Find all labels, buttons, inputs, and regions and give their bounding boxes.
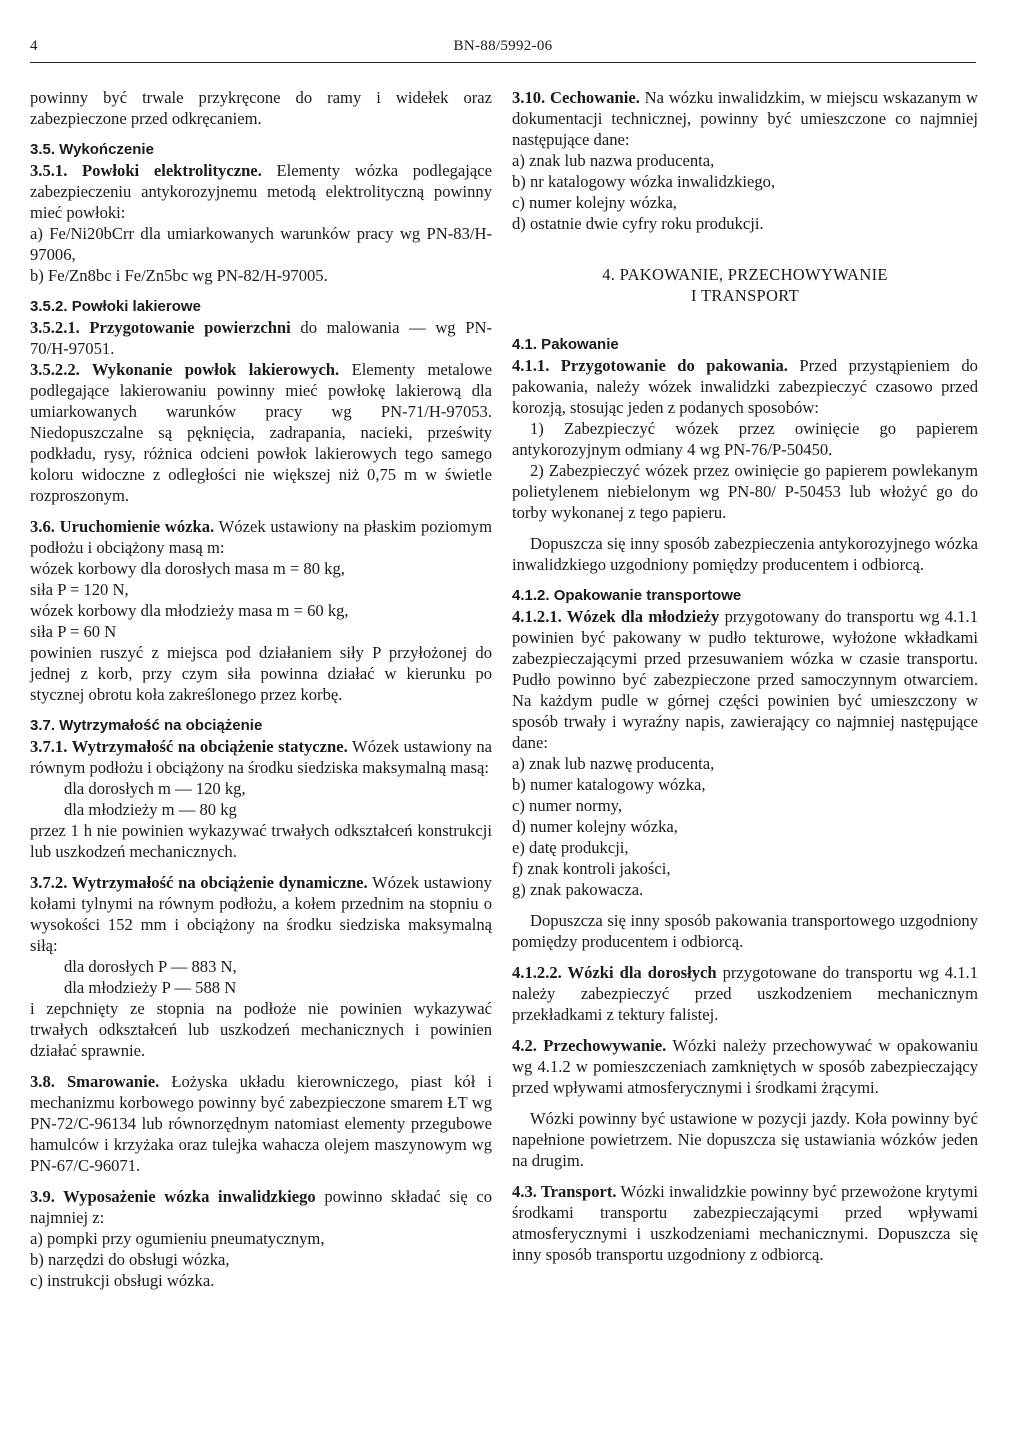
section-3-9-item-c: c) instrukcji obsługi wózka. bbox=[30, 1271, 215, 1290]
section-3-5-1-text: Elementy wózka podlegające zabezpieczeniu antykorozyjnemu metodą elektrolityczną powinny mieć powłoki: bbox=[30, 161, 492, 222]
section-3-8-text: Łożyska układu kierowniczego, piast kół i mechanizmu korbowego powinny być zabezpieczone smarem ŁT wg PN-72/C-96134 lub równorzędnym natomiast elementy przegubowe hamulców i krzyżaka oraz tulejka wahacza olejem maszynowym wg PN-67/C-96071. bbox=[30, 1072, 492, 1175]
section-4-1-2-1-item-c: c) numer normy, bbox=[512, 796, 622, 815]
section-3-7-1-text: Wózek ustawiony na równym podłożu i obciążony na środku siedziska maksymalną masą: bbox=[30, 737, 492, 777]
section-4-1-1-method-1: 1) Zabezpieczyć wózek przez owinięcie go papierem antykorozyjnym odmiany 4 wg PN-76/P-50450. bbox=[512, 419, 978, 459]
section-3-5-2-2-heading: 3.5.2.2. Wykonanie powłok lakierowych. bbox=[30, 360, 340, 379]
section-3-6-line-3: wózek korbowy dla młodzieży masa m = 60 kg, bbox=[30, 601, 349, 620]
page-number: 4 bbox=[30, 38, 38, 54]
section-3-7-2 bbox=[30, 872, 492, 1061]
section-4-1-1-heading: 4.1.1. Przygotowanie do pakowania. bbox=[512, 356, 788, 375]
section-3-7-2-line-1: dla dorosłych P — 883 N, bbox=[64, 957, 237, 976]
section-3-10-item-b: b) nr katalogowy wózka inwalidzkiego, bbox=[512, 172, 776, 191]
heading-3-5-2: 3.5.2. Powłoki lakierowe bbox=[30, 298, 201, 315]
section-4-1-1-alt: Dopuszcza się inny sposób zabezpieczenia antykorozyjnego wózka inwalidzkiego uzgodniony pomiędzy producentem i odbiorcą. bbox=[512, 534, 978, 574]
section-3-7-1-line-2: dla młodzieży m — 80 kg bbox=[64, 800, 237, 819]
section-3-5-1-item-b: b) Fe/Zn8bc i Fe/Zn5bc wg PN-82/H-97005. bbox=[30, 266, 328, 285]
section-3-5-1-item-a: a) Fe/Ni20bCrr dla umiarkowanych warunków pracy wg PN-83/H-97006, bbox=[30, 224, 492, 264]
section-3-5-1 bbox=[30, 160, 492, 286]
section-4-2 bbox=[512, 1035, 978, 1098]
left-column bbox=[30, 87, 492, 1291]
section-3-6-line-1: wózek korbowy dla dorosłych masa m = 80 kg, bbox=[30, 559, 345, 578]
heading-3-5: 3.5. Wykończenie bbox=[30, 141, 154, 158]
section-4-2-text-2: Wózki powinny być ustawione w pozycji jazdy. Koła powinny być napełnione powietrzem. Nie dopuszcza się ustawiania wózków jeden na drugim. bbox=[512, 1109, 978, 1170]
section-4-1-2-2-text: przygotowane do transportu wg 4.1.1 należy zabezpieczyć przed uszkodzeniem mechanicznym przekładkami z tektury falistej. bbox=[512, 963, 978, 1024]
section-3-8-heading: 3.8. Smarowanie. bbox=[30, 1072, 160, 1091]
section-3-10-heading: 3.10. Cechowanie. bbox=[512, 88, 640, 107]
section-4-3-text: Wózki inwalidzkie powinny być przewożone krytymi środkami transportu zabezpieczającymi przed wpływami atmosferycznymi i uszkodzeniami mechanicznymi. Dopuszcza się inny sposób transportu uzgodniony z odbiorcą. bbox=[512, 1182, 978, 1264]
section-3-6-line-2: siła P = 120 N, bbox=[30, 580, 129, 599]
section-4-1-2-1-item-d: d) numer kolejny wózka, bbox=[512, 817, 678, 836]
section-3-7-1 bbox=[30, 736, 492, 862]
section-4-1-2-1 bbox=[512, 606, 978, 753]
section-3-7-1-line-1: dla dorosłych m — 120 kg, bbox=[64, 779, 246, 798]
section-3-5-1-heading: 3.5.1. Powłoki elektrolityczne. bbox=[30, 161, 262, 180]
chapter-4-title-line-1: 4. PAKOWANIE, PRZECHOWYWANIE bbox=[602, 265, 888, 284]
section-3-6-heading: 3.6. Uruchomienie wózka. bbox=[30, 517, 215, 536]
section-4-1-2-1-text: przygotowany do transportu wg 4.1.1 powinien być pakowany w pudło tekturowe, wyłożone wkładkami zabezpieczającymi przed przesuwaniem wózka w czasie transportu. Pudło powinno być zabezpieczone przed samoczynnym otwarciem. Na każdym pudle w górnej części powinien być umieszczony w sposób trwały i wyraźny napis, zawierający co najmniej następujące dane: bbox=[512, 607, 979, 752]
section-3-6-line-4: siła P = 60 N bbox=[30, 622, 117, 641]
section-3-5-2-1 bbox=[30, 317, 492, 359]
section-4-1-1-text: Przed przystąpieniem do pakowania, należy wózek inwalidzki zabezpieczyć czasowo przed korozją, stosując jeden z podanych sposobów: bbox=[512, 356, 978, 417]
section-3-10-item-c: c) numer kolejny wózka, bbox=[512, 193, 677, 212]
section-4-2-text: Wózki należy przechowywać w opakowaniu wg 4.1.2 w pomieszczeniach zamkniętych w sposób zabezpieczający przed wpływami atmosferycznymi i środkami żrącymi. bbox=[512, 1036, 979, 1097]
section-4-1-2-1-list bbox=[512, 753, 978, 900]
section-3-9 bbox=[30, 1186, 492, 1291]
header-rule bbox=[30, 62, 976, 63]
section-4-1-2-1-item-f: f) znak kontroli jakości, bbox=[512, 859, 671, 878]
section-3-7-2-line-2: dla młodzieży P — 588 N bbox=[64, 978, 237, 997]
section-3-5-2-2 bbox=[30, 359, 492, 506]
section-4-1-1-method-2: 2) Zabezpieczyć wózek przez owinięcie go papierem powlekanym polietylenem niebielonym wg PN-80/ P-50453 lub włożyć go do torby wykonanej z tego papieru. bbox=[512, 461, 978, 522]
section-3-10-item-d: d) ostatnie dwie cyfry roku produkcji. bbox=[512, 214, 764, 233]
heading-4-1-2: 4.1.2. Opakowanie transportowe bbox=[512, 587, 742, 604]
section-4-1-2-1-item-g: g) znak pakowacza. bbox=[512, 880, 644, 899]
section-3-9-heading: 3.9. Wyposażenie wózka inwalidzkiego bbox=[30, 1187, 316, 1206]
section-3-9-item-b: b) narzędzi do obsługi wózka, bbox=[30, 1250, 230, 1269]
section-4-3 bbox=[512, 1181, 978, 1265]
section-3-6 bbox=[30, 516, 492, 705]
section-3-7-2-text: Wózek ustawiony kołami tylnymi na równym podłożu, a kołem przednim na stopniu o wysokości 152 mm i obciążony na środku siedziska maksymalną siłą: bbox=[30, 873, 492, 955]
section-3-7-2-end: i zepchnięty ze stopnia na podłoże nie powinien wykazywać trwałych odkształceń lub uszkodzeń mechanicznych i powinien działać sprawnie. bbox=[30, 999, 492, 1060]
section-3-8 bbox=[30, 1071, 492, 1176]
section-4-3-heading: 4.3. Transport. bbox=[512, 1182, 617, 1201]
section-4-1-2-1-item-b: b) numer katalogowy wózka, bbox=[512, 775, 706, 794]
section-3-7-2-heading: 3.7.2. Wytrzymałość na obciążenie dynamiczne. bbox=[30, 873, 368, 892]
heading-3-7: 3.7. Wytrzymałość na obciążenie bbox=[30, 717, 263, 734]
section-4-1-1 bbox=[512, 355, 978, 418]
heading-4-1: 4.1. Pakowanie bbox=[512, 336, 619, 353]
section-3-7-1-end: przez 1 h nie powinien wykazywać trwałych odkształceń konstrukcji lub uszkodzeń mechanicznych. bbox=[30, 821, 492, 861]
section-3-10-item-a: a) znak lub nazwa producenta, bbox=[512, 151, 715, 170]
chapter-4-title bbox=[512, 264, 978, 306]
section-3-10-text: Na wózku inwalidzkim, w miejscu wskazanym w dokumentacji technicznej, powinny być umieszczone co najmniej następujące dane: bbox=[512, 88, 978, 149]
section-4-1-2-1-item-e: e) datę produkcji, bbox=[512, 838, 629, 857]
section-4-1-2-2-heading: 4.1.2.2. Wózki dla dorosłych bbox=[512, 963, 717, 982]
section-3-5-2-2-text: Elementy metalowe podlegające lakierowaniu powinny mieć powłokę lakierową dla umiarkowanych warunków pracy wg PN-71/H-97053. Niedopuszczalne są pęknięcia, zadrapania, nacieki, prześwity podkładu, rysy, różnica odcieni powłok lakierowych tego samego koloru widoczne z odległości nie większej niż 0,75 m w świetle rozproszonym. bbox=[30, 360, 492, 505]
chapter-4-title-line-2: I TRANSPORT bbox=[691, 286, 799, 305]
page-header bbox=[30, 38, 976, 60]
section-3-9-item-a: a) pompki przy ogumieniu pneumatycznym, bbox=[30, 1229, 325, 1248]
section-3-5-2-1-heading: 3.5.2.1. Przygotowanie powierzchni bbox=[30, 318, 291, 337]
section-3-10 bbox=[512, 87, 978, 234]
section-3-6-end: powinien ruszyć z miejsca pod działaniem siły P przyłożonej do jednej z korb, przy czym siła powinna działać w kierunku po stycznej obrotu koła zakreślonego przez korbę. bbox=[30, 643, 492, 704]
intro-paragraph: powinny być trwale przykręcone do ramy i widełek oraz zabezpieczone przed odkręcaniem. bbox=[30, 88, 492, 128]
section-4-1-2-1-alt: Dopuszcza się inny sposób pakowania transportowego uzgodniony pomiędzy producentem i odbiorcą. bbox=[512, 911, 978, 951]
section-4-1-2-2 bbox=[512, 962, 978, 1025]
section-4-1-2-1-item-a: a) znak lub nazwę producenta, bbox=[512, 754, 715, 773]
section-3-9-text: powinno składać się co najmniej z: bbox=[30, 1187, 492, 1227]
section-4-1-2-1-heading: 4.1.2.1. Wózek dla młodzieży bbox=[512, 607, 720, 626]
section-3-5-2-1-text: do malowania — wg PN-70/H-97051. bbox=[30, 318, 492, 358]
document-code: BN-88/5992-06 bbox=[453, 38, 553, 54]
right-column bbox=[512, 87, 978, 1275]
section-3-6-text: Wózek ustawiony na płaskim poziomym podłożu i obciążony masą m: bbox=[30, 517, 492, 557]
section-4-2-heading: 4.2. Przechowywanie. bbox=[512, 1036, 667, 1055]
section-3-7-1-heading: 3.7.1. Wytrzymałość na obciążenie statyczne. bbox=[30, 737, 348, 756]
